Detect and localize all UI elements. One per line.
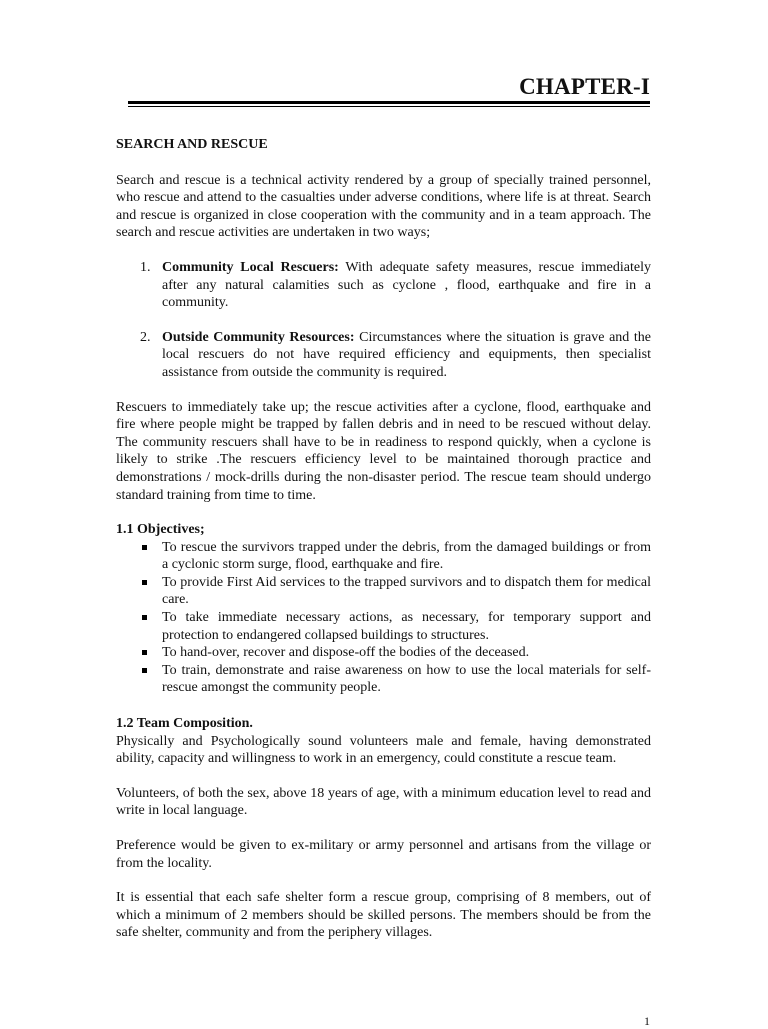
list-item: To hand-over, recover and dispose-off the bodies of the deceased. (116, 644, 651, 662)
team-paragraph-4: It is essential that each safe shelter form a rescue group, comprising of 8 members, out of which a minimum of 2 members should be skilled persons. The members should be from the safe shelter, community and from the periphery villages. (116, 890, 651, 941)
section-title: SEARCH AND RESCUE (116, 137, 268, 152)
way-title: Outside Community Resources: (162, 329, 355, 345)
way-text: With adequate safety measures, rescue immediately after any natural calamities such as cyclone , flood, earthquake and fire in a community. (162, 259, 651, 311)
way-title: Community Local Rescuers: (162, 259, 339, 275)
bullet-icon (142, 545, 147, 550)
rescuers-paragraph: Rescuers to immediately take up; the rescue activities after a cyclone, flood, earthquake and fire where people might be trapped by fallen debris and in need to be rescued without delay. The community rescuers shall have to be in readiness to respond quickly, when a cyclone is likely to strike .The rescuers efficiency level to be maintained thorough practice and demonstrations / mock-drills during the non-disaster period. The rescue team should undergo standard training from time to time. (116, 399, 651, 503)
bullet-icon (142, 650, 147, 655)
bullet-icon (142, 668, 147, 673)
team-heading: 1.2 Team Composition. (116, 716, 253, 732)
intro-paragraph: Search and rescue is a technical activity rendered by a group of specially trained personnel, who rescue and attend to the casualties under adverse conditions, where life is at threat. Search and rescue is organized in close cooperation with the community and in a team approach. The search and rescue activities are undertaken in two ways; (116, 172, 651, 241)
list-item: To provide First Aid services to the trapped survivors and to dispatch them for medical care. (116, 574, 651, 609)
bullet-icon (142, 615, 147, 620)
team-paragraph-2: Volunteers, of both the sex, above 18 years of age, with a minimum education level to read and write in local language. (116, 785, 651, 819)
list-number: 2. (140, 329, 151, 345)
list-number: 1. (140, 259, 151, 275)
bullet-icon (142, 580, 147, 585)
way-text: Circumstances where the situation is grave and the local rescuers do not have required efficiency and equipments, then specialist assistance from outside the community is required. (162, 329, 651, 380)
list-item: To train, demonstrate and raise awareness on how to use the local materials for self-rescue amongst the community people. (116, 662, 651, 697)
team-paragraph-1: Physically and Psychologically sound volunteers male and female, having demonstrated ability, capacity and willingness to work in an emergency, could constitute a rescue team. (116, 733, 651, 767)
chapter-title: CHAPTER-I (519, 74, 650, 99)
header-rule-thick (128, 101, 650, 104)
team-paragraph-3: Preference would be given to ex-military or army personnel and artisans from the village or from the locality. (116, 838, 651, 871)
list-item (116, 329, 651, 382)
list-item (116, 259, 651, 312)
list-item: To take immediate necessary actions, as necessary, for temporary support and protection to endangered collapsed buildings to structures. (116, 609, 651, 644)
rescue-ways-list (116, 259, 651, 382)
header-rule-thin (128, 106, 650, 107)
objectives-list (116, 539, 651, 697)
page-number: 1 (644, 1014, 650, 1028)
objectives-heading: 1.1 Objectives; (116, 522, 205, 538)
document-body (116, 136, 651, 959)
list-item: To rescue the survivors trapped under the debris, from the damaged buildings or from a cyclonic storm surge, flood, earthquake and fire. (116, 539, 651, 574)
